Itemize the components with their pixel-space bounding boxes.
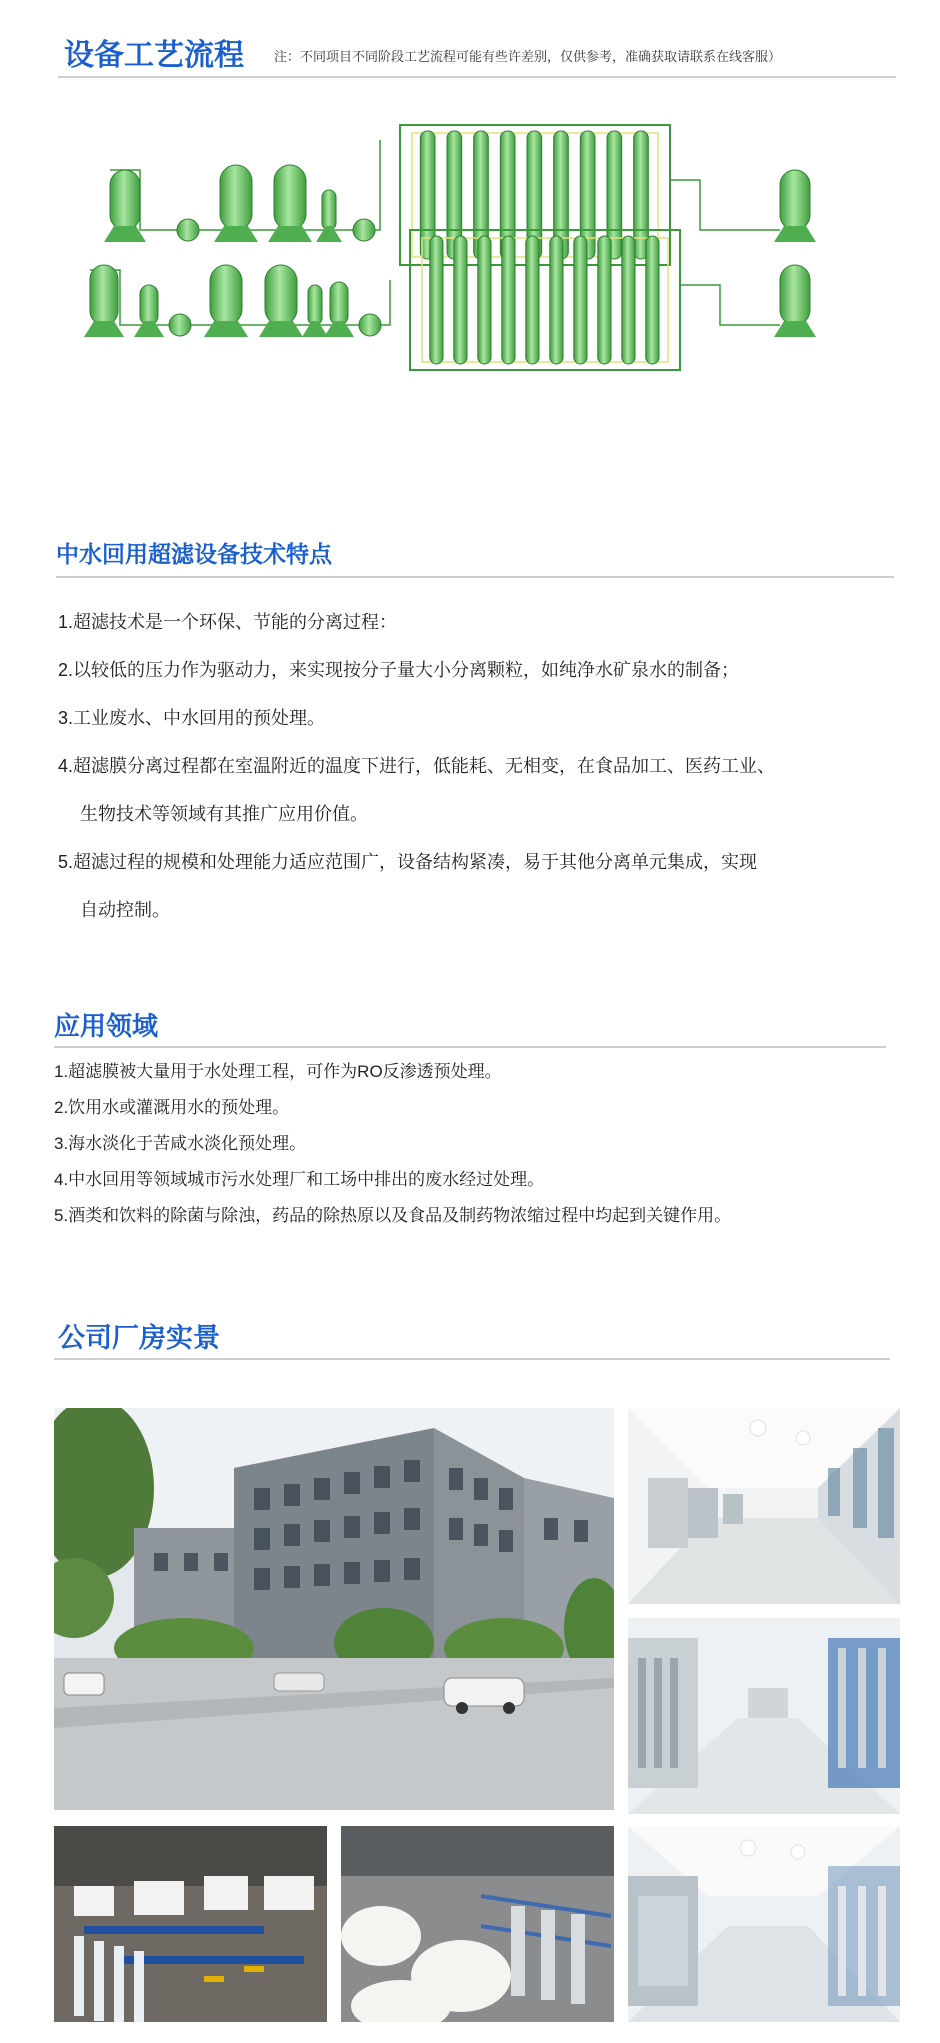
tank-icon — [780, 170, 810, 230]
features-list — [58, 598, 878, 934]
uf-membrane-icon — [622, 236, 635, 364]
tank-icon — [330, 282, 348, 325]
workshop-tanks-photo — [341, 1826, 614, 2022]
pump-icon — [353, 219, 375, 241]
feature-item: 3.工业废水、中水回用的预处理。 — [58, 708, 326, 728]
feature-item: 4.超滤膜分离过程都在室温附近的温度下进行，低能耗、无相变，在食品加工、医药工业、 — [58, 756, 776, 776]
uf-membrane-icon — [646, 236, 659, 364]
application-item: 2.饮用水或灌溉用水的预处理。 — [54, 1098, 290, 1117]
tank-stand — [84, 321, 124, 337]
equipment-hall-photo — [628, 1618, 900, 1814]
tank-icon — [90, 265, 118, 325]
uf-membrane-icon — [574, 236, 587, 364]
tank-stand — [259, 321, 303, 337]
feature-item: 5.超滤过程的规模和处理能力适应范围广，设备结构紧凑，易于其他分离单元集成，实现 — [58, 852, 758, 872]
uf-membrane-icon — [478, 236, 491, 364]
workshop-membrane-photo — [54, 1826, 327, 2022]
tank-icon — [322, 190, 336, 230]
tank-stand — [204, 321, 248, 337]
tank-icon — [274, 165, 306, 230]
application-item: 5.酒类和饮料的除菌与除浊，药品的除热原以及食品及制药物浓缩过程中均起到关键作用。 — [54, 1206, 732, 1225]
tank-stand — [324, 321, 354, 337]
uf-membrane-icon — [526, 236, 539, 364]
tank-stand — [214, 226, 258, 242]
factory-hall-photo — [628, 1408, 900, 1604]
tank-stand — [774, 321, 816, 337]
pump-icon — [169, 314, 191, 336]
process-flow-diagram — [80, 120, 880, 470]
feature-item-continued: 自动控制。 — [80, 900, 170, 920]
applications-title: 应用领域 — [54, 1011, 159, 1041]
tank-icon — [265, 265, 297, 325]
feature-item: 1.超滤技术是一个环保、节能的分离过程： — [58, 612, 398, 632]
divider — [56, 576, 894, 578]
cleanroom-equipment-photo — [628, 1826, 900, 2022]
tank-icon — [140, 285, 158, 325]
flow-diagram-svg — [80, 120, 880, 470]
uf-membrane-icon — [430, 236, 443, 364]
application-item: 1.超滤膜被大量用于水处理工程，可作为RO反渗透预处理。 — [54, 1062, 502, 1081]
uf-membrane-icon — [454, 236, 467, 364]
factory-building-photo — [54, 1408, 614, 1810]
pump-icon — [177, 219, 199, 241]
process-title: 设备工艺流程 — [64, 39, 244, 72]
factory-title: 公司厂房实景 — [58, 1323, 220, 1353]
divider — [58, 76, 896, 78]
pipe-line — [680, 285, 780, 325]
divider — [54, 1046, 886, 1048]
application-item: 4.中水回用等领域城市污水处理厂和工场中排出的废水经过处理。 — [54, 1170, 545, 1189]
pipe-line — [670, 180, 780, 230]
tank-stand — [134, 321, 164, 337]
uf-membrane-icon — [502, 236, 515, 364]
uf-membrane-icon — [550, 236, 563, 364]
uf-membrane-icon — [598, 236, 611, 364]
tank-icon — [220, 165, 252, 230]
applications-list — [54, 1054, 884, 1234]
divider — [54, 1358, 890, 1360]
tank-stand — [316, 226, 342, 242]
application-item: 3.海水淡化于苦咸水淡化预处理。 — [54, 1134, 307, 1153]
tank-icon — [308, 285, 322, 325]
tank-stand — [302, 321, 328, 337]
tank-stand — [268, 226, 312, 242]
pump-icon — [359, 314, 381, 336]
features-title: 中水回用超滤设备技术特点 — [56, 541, 332, 567]
feature-item: 2.以较低的压力作为驱动力，来实现按分子量大小分离颗粒，如纯净水矿泉水的制备； — [58, 660, 740, 680]
tank-icon — [780, 265, 810, 325]
tank-icon — [110, 170, 140, 230]
process-note: 注：不同项目不同阶段工艺流程可能有些许差别，仅供参考，准确获取请联系在线客服） — [274, 49, 782, 64]
tank-stand — [774, 226, 816, 242]
feature-item-continued: 生物技术等领域有其推广应用价值。 — [80, 804, 368, 824]
tank-icon — [210, 265, 242, 325]
